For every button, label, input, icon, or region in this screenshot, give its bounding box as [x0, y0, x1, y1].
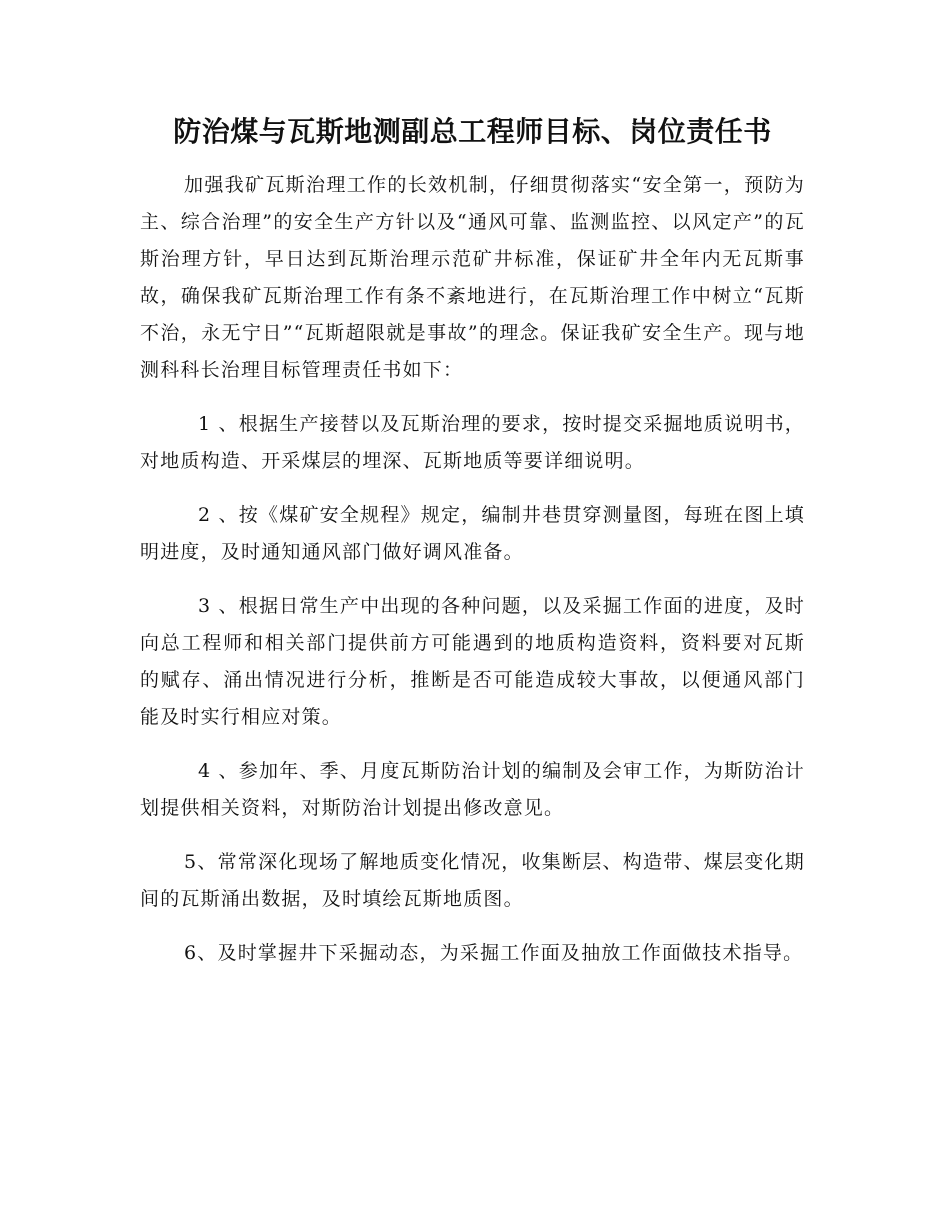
responsibility-item-4: 4 、参加年、季、月度瓦斯防治计划的编制及会审工作，为斯防治计划提供相关资料，对斯防治计划提出修改意见。 [140, 760, 805, 819]
responsibility-item-3: 3 、根据日常生产中出现的各种问题，以及采掘工作面的进度，及时向总工程师和相关部门提供前方可能遇到的地质构造资料，资料要对瓦斯的赋存、涌出情况进行分析，推断是否可能造成较大事故，以便通风部门能及时实行相应对策。 [140, 595, 805, 728]
document-title: 防治煤与瓦斯地测副总工程师目标、岗位责任书 [173, 115, 772, 148]
responsibility-item-1: 1 、根据生产接替以及瓦斯治理的要求，按时提交采掘地质说明书，对地质构造、开采煤层的埋深、瓦斯地质等要详细说明。 [140, 413, 805, 472]
responsibility-item-6: 6、及时掌握井下采掘动态，为采掘工作面及抽放工作面做技术指导。 [184, 942, 804, 964]
responsibility-item-5: 5、常常深化现场了解地质变化情况，收集断层、构造带、煤层变化期间的瓦斯涌出数据，及时填绘瓦斯地质图。 [140, 851, 805, 910]
responsibility-item-2: 2 、按《煤矿安全规程》规定，编制井巷贯穿测量图，每班在图上填明进度，及时通知通风部门做好调风准备。 [140, 504, 805, 563]
intro-paragraph: 加强我矿瓦斯治理工作的长效机制，仔细贯彻落实“安全第一，预防为主、综合治理”的安全生产方针以及“通风可靠、监测监控、以风定产”的瓦斯治理方针，早日达到瓦斯治理示范矿井标准，保证矿井全年内无瓦斯事故，确保我矿瓦斯治理工作有条不紊地进行，在瓦斯治理工作中树立“瓦斯不治，永无宁日”“瓦斯超限就是事故”的理念。保证我矿安全生产。现与地测科科长治理目标管理责任书如下： [140, 174, 805, 381]
intro-section [140, 167, 805, 389]
responsibility-list [140, 406, 805, 972]
document-page [140, 112, 805, 972]
